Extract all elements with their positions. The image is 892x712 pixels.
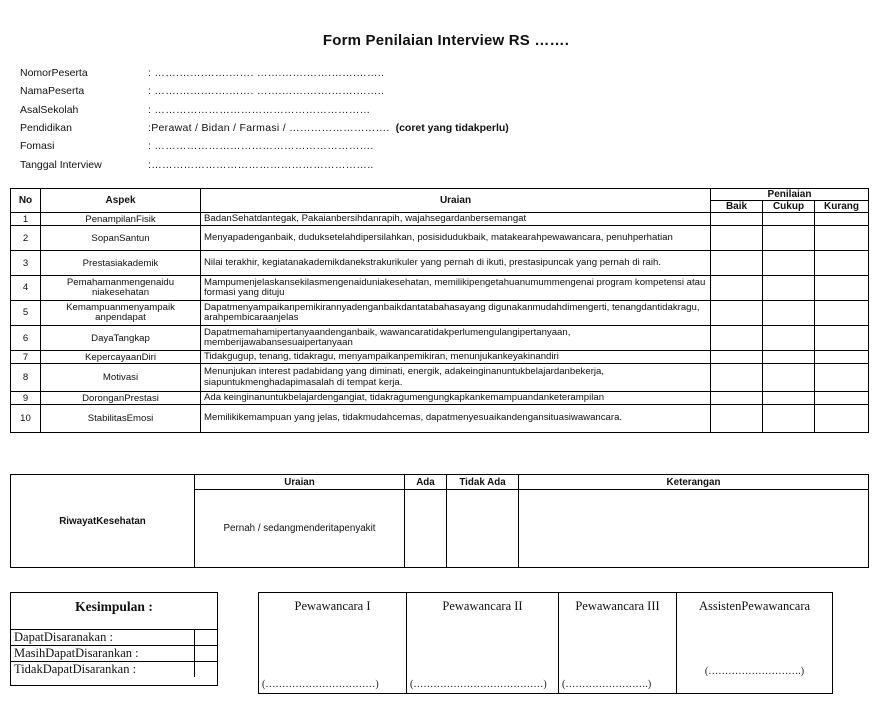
signature-header: Pewawancara I bbox=[294, 599, 371, 613]
health-label: RiwayatKesehatan bbox=[11, 475, 195, 568]
row-aspek: SopanSantun bbox=[41, 226, 201, 251]
list-item bbox=[11, 630, 217, 646]
kesimpulan-checkbox[interactable] bbox=[195, 646, 218, 662]
row-uraian: Dapatmemahamipertanyaandenganbaik, wawancaratidakperlumengulangipertanyaan, memberijawabansesuaipertanyaan bbox=[201, 326, 711, 351]
table-row bbox=[11, 405, 869, 433]
row-no: 2 bbox=[11, 226, 41, 251]
signature-header: Pewawancara II bbox=[442, 599, 523, 613]
score-kurang-cell[interactable] bbox=[815, 351, 869, 364]
health-history-table bbox=[10, 474, 869, 568]
score-cukup-cell[interactable] bbox=[763, 351, 815, 364]
score-baik-cell[interactable] bbox=[711, 326, 763, 351]
score-baik-cell[interactable] bbox=[711, 251, 763, 276]
info-label: Pendidikan bbox=[20, 122, 72, 135]
form-title: Form Penilaian Interview RS ……. bbox=[322, 32, 570, 49]
score-cukup-cell[interactable] bbox=[763, 276, 815, 301]
row-aspek: DayaTangkap bbox=[41, 326, 201, 351]
signature-blank: (…………………………………) bbox=[410, 679, 547, 690]
info-row-pendidikan bbox=[20, 119, 509, 137]
row-uraian: BadanSehatdantegak, Pakaianbersihdanrapih, wajahsegardanbersemangat bbox=[201, 213, 711, 226]
row-aspek: StabilitasEmosi bbox=[41, 405, 201, 433]
health-header-uraian: Uraian bbox=[195, 475, 405, 490]
row-no: 3 bbox=[11, 251, 41, 276]
row-uraian: Mampumenjelaskansekilasmengenaiduniakesehatan, memilikipengetahuanumummengenai program kompetensi atau formasi yang dituju bbox=[201, 276, 711, 301]
signature-header: AssistenPewawancara bbox=[698, 599, 811, 613]
signature-blank: (…………………….) bbox=[562, 679, 652, 690]
kesimpulan-option-label: DapatDisaranakan : bbox=[11, 630, 195, 646]
health-header-keterangan: Keterangan bbox=[519, 475, 869, 490]
signature-box-3[interactable] bbox=[559, 593, 677, 694]
score-baik-cell[interactable] bbox=[711, 213, 763, 226]
row-uraian: Tidakgugup, tenang, tidakragu, menyampaikanpemikiran, menunjukankeyakinandiri bbox=[201, 351, 711, 364]
score-kurang-cell[interactable] bbox=[815, 276, 869, 301]
table-row bbox=[11, 301, 869, 326]
table-row bbox=[11, 226, 869, 251]
score-baik-cell[interactable] bbox=[711, 226, 763, 251]
health-uraian-text: Pernah / sedangmenderitapenyakit bbox=[195, 490, 405, 568]
info-value: :Perawat / Bidan / Farmasi / ………………………. bbox=[148, 122, 390, 135]
row-aspek: DoronganPrestasi bbox=[41, 392, 201, 405]
table-row bbox=[11, 251, 869, 276]
header-penilaian: Penilaian bbox=[711, 189, 869, 201]
health-ada-cell[interactable] bbox=[405, 490, 447, 568]
signature-table bbox=[258, 592, 833, 694]
info-value: : …….…….…….……. …….…….…….…….…….. bbox=[148, 85, 385, 98]
signature-blank: (……………………………) bbox=[262, 679, 379, 690]
row-no: 10 bbox=[11, 405, 41, 433]
info-row-formasi bbox=[20, 137, 509, 155]
row-uraian: Ada keinginanuntukbelajardengangiat, tidakragumengungkapkankemampuandanketerampilan bbox=[201, 392, 711, 405]
score-kurang-cell[interactable] bbox=[815, 226, 869, 251]
info-label: Fomasi bbox=[20, 140, 55, 153]
list-item bbox=[11, 662, 217, 678]
score-kurang-cell[interactable] bbox=[815, 364, 869, 392]
info-value: :…………………………………………………….. bbox=[148, 158, 374, 171]
score-kurang-cell[interactable] bbox=[815, 251, 869, 276]
signature-box-4[interactable] bbox=[677, 593, 833, 694]
kesimpulan-checkbox[interactable] bbox=[195, 630, 218, 646]
row-no: 5 bbox=[11, 301, 41, 326]
info-label: NamaPeserta bbox=[20, 85, 85, 98]
signature-header: Pewawancara III bbox=[575, 599, 660, 613]
score-cukup-cell[interactable] bbox=[763, 392, 815, 405]
table-row bbox=[11, 276, 869, 301]
header-no: No bbox=[11, 189, 41, 213]
score-kurang-cell[interactable] bbox=[815, 405, 869, 433]
kesimpulan-option-label: TidakDapatDisarankan : bbox=[11, 662, 195, 678]
row-uraian: Nilai terakhir, kegiatanakademikdanekstrakurikuler yang pernah di ikuti, prestasipuncak yang pernah di raih. bbox=[201, 251, 711, 276]
kesimpulan-options bbox=[11, 629, 217, 677]
pendidikan-note: (coret yang tidakperlu) bbox=[395, 122, 509, 135]
row-no: 6 bbox=[11, 326, 41, 351]
header-cukup: Cukup bbox=[763, 201, 815, 213]
info-value: : …………………………………………………… bbox=[148, 103, 371, 116]
score-baik-cell[interactable] bbox=[711, 276, 763, 301]
participant-info bbox=[20, 64, 509, 174]
row-aspek: Pemahamanmengenaidu niakesehatan bbox=[41, 276, 201, 301]
info-label: Tanggal Interview bbox=[20, 158, 102, 171]
info-row-tanggal bbox=[20, 155, 509, 173]
row-aspek: Motivasi bbox=[41, 364, 201, 392]
kesimpulan-option-label: MasihDapatDisarankan : bbox=[11, 646, 195, 662]
row-no: 1 bbox=[11, 213, 41, 226]
kesimpulan-checkbox[interactable] bbox=[195, 662, 218, 678]
score-cukup-cell[interactable] bbox=[763, 405, 815, 433]
score-cukup-cell[interactable] bbox=[763, 326, 815, 351]
row-aspek: KepercayaanDiri bbox=[41, 351, 201, 364]
info-row-asal-sekolah bbox=[20, 101, 509, 119]
row-no: 8 bbox=[11, 364, 41, 392]
table-row bbox=[11, 364, 869, 392]
health-header-tidak-ada: Tidak Ada bbox=[447, 475, 519, 490]
score-kurang-cell[interactable] bbox=[815, 301, 869, 326]
table-row bbox=[11, 351, 869, 364]
score-cukup-cell[interactable] bbox=[763, 251, 815, 276]
score-cukup-cell[interactable] bbox=[763, 226, 815, 251]
info-value: : …….…….…….……. …….…….…….…….…….. bbox=[148, 67, 385, 80]
info-row-nama bbox=[20, 82, 509, 100]
score-cukup-cell[interactable] bbox=[763, 364, 815, 392]
row-aspek: Kemampuanmenyampaik anpendapat bbox=[41, 301, 201, 326]
table-row bbox=[11, 392, 869, 405]
score-kurang-cell[interactable] bbox=[815, 213, 869, 226]
row-no: 9 bbox=[11, 392, 41, 405]
score-cukup-cell[interactable] bbox=[763, 301, 815, 326]
list-item bbox=[11, 646, 217, 662]
signature-blank: (……………………….) bbox=[704, 666, 805, 677]
header-kurang: Kurang bbox=[815, 201, 869, 213]
row-uraian: Menyapadenganbaik, duduksetelahdipersilahkan, posisidudukbaik, matakearahpewawancara, penuhperhatian bbox=[201, 226, 711, 251]
score-baik-cell[interactable] bbox=[711, 301, 763, 326]
row-uraian: Dapatmenyampaikanpemikirannyadenganbaikdantatabahasayang digunakanmudahdimengerti, tenangdantidakragu, arahpembicaraanjelas bbox=[201, 301, 711, 326]
info-row-nomor bbox=[20, 64, 509, 82]
health-keterangan-cell[interactable] bbox=[519, 490, 869, 568]
table-row bbox=[11, 213, 869, 226]
row-uraian: Menunjukan interest padabidang yang diminati, energik, adakeinginanuntukbelajardanbekerja, siapuntukmenghadapimasalah di tempat kerja. bbox=[201, 364, 711, 392]
score-baik-cell[interactable] bbox=[711, 351, 763, 364]
signature-box-2[interactable] bbox=[407, 593, 559, 694]
row-no: 7 bbox=[11, 351, 41, 364]
score-baik-cell[interactable] bbox=[711, 392, 763, 405]
assessment-table bbox=[10, 188, 869, 433]
score-cukup-cell[interactable] bbox=[763, 213, 815, 226]
header-aspek: Aspek bbox=[41, 189, 201, 213]
row-aspek: PenampilanFisik bbox=[41, 213, 201, 226]
kesimpulan-box bbox=[10, 592, 218, 686]
table-row bbox=[11, 326, 869, 351]
info-label: NomorPeserta bbox=[20, 67, 88, 80]
header-baik: Baik bbox=[711, 201, 763, 213]
kesimpulan-title: Kesimpulan : bbox=[75, 599, 153, 614]
score-baik-cell[interactable] bbox=[711, 364, 763, 392]
header-uraian: Uraian bbox=[201, 189, 711, 213]
row-aspek: Prestasiakademik bbox=[41, 251, 201, 276]
info-label: AsalSekolah bbox=[20, 103, 79, 116]
signature-box-1[interactable] bbox=[259, 593, 407, 694]
row-no: 4 bbox=[11, 276, 41, 301]
score-kurang-cell[interactable] bbox=[815, 326, 869, 351]
row-uraian: Memilikikemampuan yang jelas, tidakmudahcemas, dapatmenyesuaikandengansituasiwawancara. bbox=[201, 405, 711, 433]
health-tidak-ada-cell[interactable] bbox=[447, 490, 519, 568]
health-header-ada: Ada bbox=[405, 475, 447, 490]
info-value: : ……………………………………………………. bbox=[148, 140, 374, 153]
score-baik-cell[interactable] bbox=[711, 405, 763, 433]
score-kurang-cell[interactable] bbox=[815, 392, 869, 405]
